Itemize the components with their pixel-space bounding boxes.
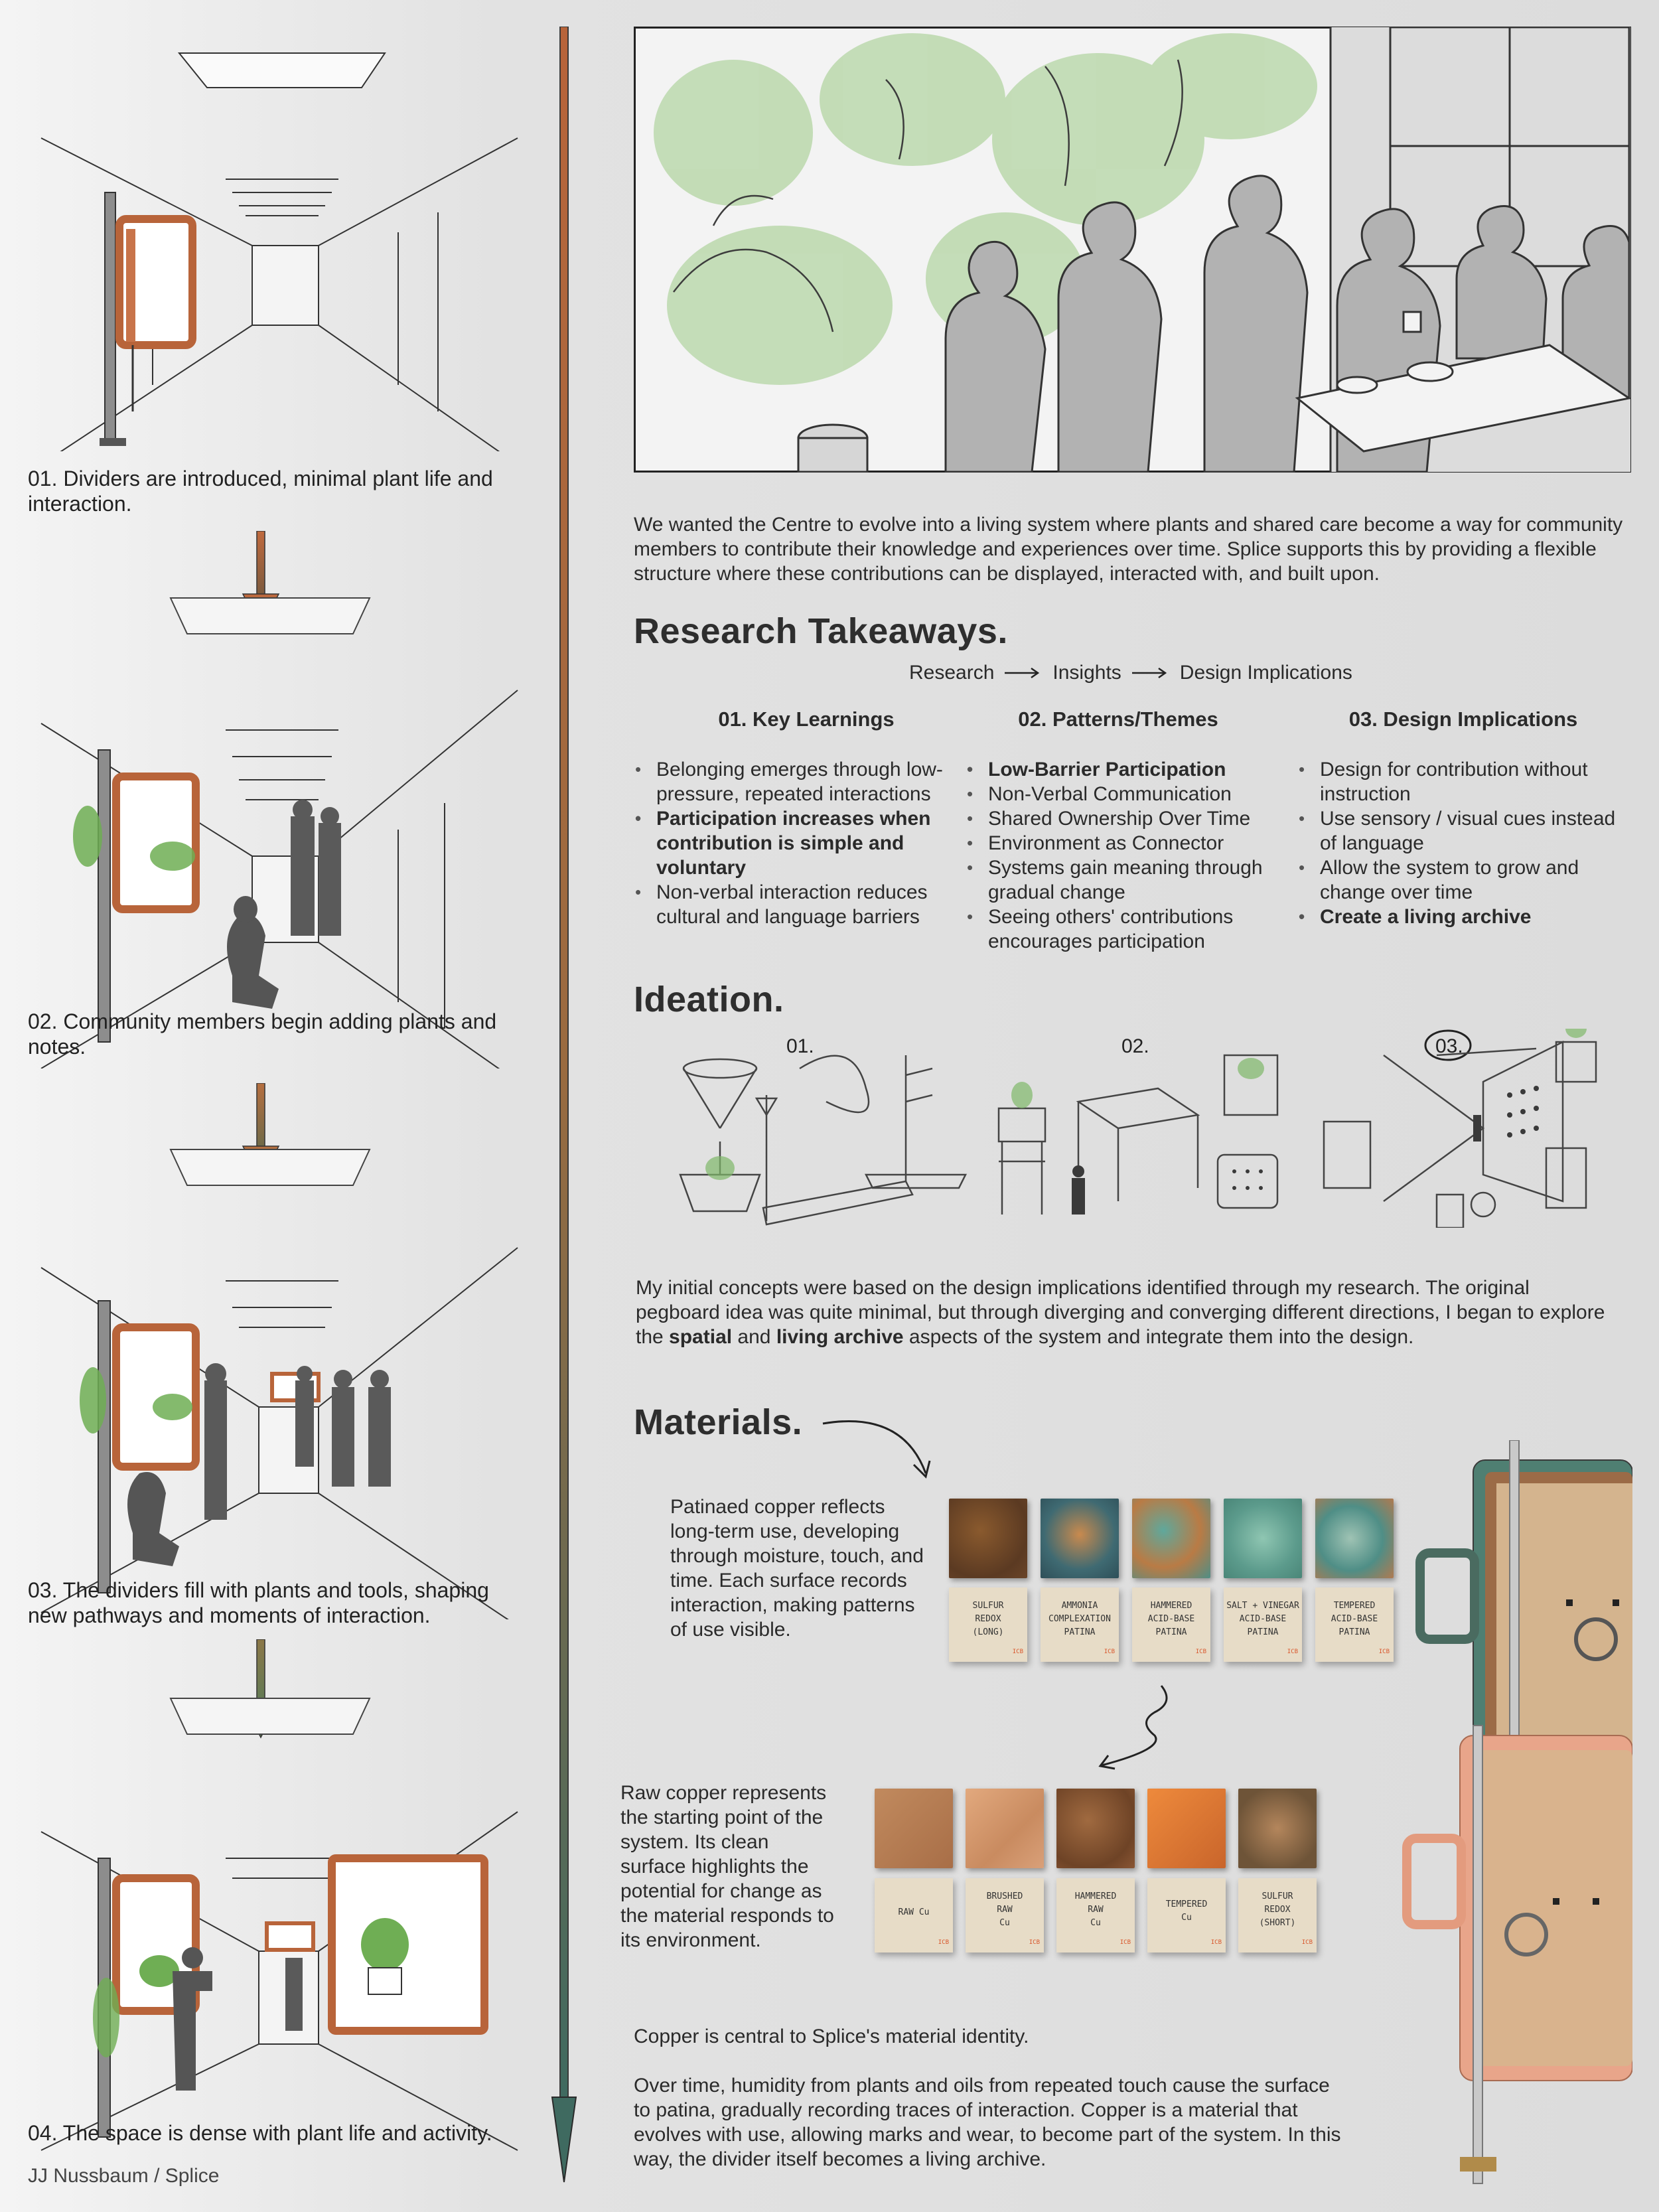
note-line: (SHORT) [1259,1918,1296,1928]
list-item: • Create a living archive [1297,905,1616,929]
note-line: (LONG) [972,1627,1004,1637]
note-tempered [1147,1878,1226,1953]
research-flow [909,662,1352,684]
divider-render [1367,1440,1632,2190]
arrow-right-icon [1131,666,1171,680]
list-item: • Use sensory / visual cues instead of language [1297,806,1616,855]
swatch-brushed-raw [966,1789,1044,1868]
swatch-hammered-acid [1132,1499,1210,1578]
note-line: PATINA [1064,1627,1096,1637]
materials-closing-1: Copper is central to Splice's material identity. [634,2026,1029,2047]
note-line: Cu [1181,1913,1192,1923]
patterns-list [966,757,1284,954]
note-line: ACID-BASE [1331,1614,1378,1624]
swatch-salt-vinegar [1224,1499,1302,1578]
ideation-label-2: 02. [1121,1035,1149,1057]
note-tag: ICB [1287,1649,1298,1655]
stage-2-caption: 02. Community members begin adding plants and notes. [28,1009,497,1059]
note-tag: ICB [938,1939,949,1946]
ideation-label-1: 01. [786,1035,814,1057]
note-line: SALT + VINEGAR [1226,1601,1299,1611]
note-line: RAW [1088,1905,1104,1915]
research-title: Research Takeaways. [634,611,1008,651]
note-line: TEMPERED [1333,1601,1376,1611]
swatch-raw [875,1789,953,1868]
note-line: ACID-BASE [1147,1614,1195,1624]
flow-step-insights: Insights [1052,662,1121,684]
ideation-label-3: 03. [1435,1035,1463,1057]
note-brushed-raw [966,1878,1044,1953]
list-item: • Low-Barrier Participation [966,757,1284,782]
note-line: HAMMERED [1074,1891,1117,1901]
note-line: PATINA [1247,1627,1279,1637]
list-item: • Systems gain meaning through gradual change [966,855,1284,905]
ideation-sketches [654,1029,1623,1228]
note-sulfur-short [1238,1878,1317,1953]
note-line: RAW [997,1905,1013,1915]
note-line: RAW Cu [898,1907,930,1917]
note-tag: ICB [1378,1649,1390,1655]
arrow-right-icon [1003,666,1043,680]
list-item: • Shared Ownership Over Time [966,806,1284,831]
swatch-ammonia [1041,1499,1119,1578]
stage-1-caption: 01. Dividers are introduced, minimal plant life and interaction. [28,467,493,516]
note-line: REDOX [1264,1905,1291,1915]
swatch-sulfur-short [1238,1789,1317,1868]
flow-step-research: Research [909,662,995,684]
note-line: ACID-BASE [1239,1614,1287,1624]
materials-closing-2: Over time, humidity from plants and oils from repeated touch cause the surface to patina, gradually recording traces of interaction. Copper is a material that evolves with use, allowing marks and wear, to become part of the system. In this way, the divider itself becomes a living archive. [634,2075,1341,2170]
note-ammonia [1041,1587,1119,1662]
stage-4-caption: 04. The space is dense with plant life and activity. [28,2121,492,2145]
stage-2-illustration [27,657,531,1069]
ideation-text-3: aspects of the system and integrate them into the design. [903,1326,1414,1348]
list-item: • Non-verbal interaction reduces cultural and language barriers [634,880,952,929]
swatch-hammered-raw [1056,1789,1135,1868]
plane-divider [167,595,373,638]
ideation-bold-living-archive: living archive [776,1326,904,1348]
squiggle-arrow-icon [1088,1682,1181,1775]
stage-3-caption: 03. The dividers fill with plants and tools, shaping new pathways and moments of interaction. [28,1578,489,1627]
list-item: • Participation increases when contribution is simple and voluntary [634,806,952,880]
key-learnings-list [634,757,952,929]
swatch-sulfur-long [949,1499,1027,1578]
note-line: SULFUR [1262,1891,1293,1901]
curved-arrow-icon [820,1410,932,1483]
flow-step-design-implications: Design Implications [1179,662,1352,684]
stage-3-illustration [27,1208,531,1619]
design-implications-list [1297,757,1616,929]
note-raw [875,1878,953,1953]
note-tag: ICB [1301,1939,1313,1946]
note-line: Cu [1090,1918,1101,1928]
column-heading-key-learnings: 01. Key Learnings [718,707,895,731]
stage-1-illustration [27,40,531,451]
hero-illustration [634,27,1631,473]
note-line: REDOX [975,1614,1001,1624]
note-tag: ICB [1029,1939,1040,1946]
list-item: • Seeing others' contributions encourages participation [966,905,1284,954]
note-tag: ICB [1104,1649,1115,1655]
list-item: • Belonging emerges through low-pressure, repeated interactions [634,757,952,806]
raw-description: Raw copper represents the starting point of the system. Its clean surface highlights the potential for change as the material responds to its environment. [620,1782,834,1951]
note-line: HAMMERED [1150,1601,1192,1611]
materials-title: Materials. [634,1402,803,1442]
ideation-paragraph [636,1276,1611,1349]
patina-description: Patinaed copper reflects long-term use, developing through moisture, touch, and time. Each surface records interaction, making patterns of use visible. [670,1496,924,1641]
swatch-tempered [1147,1789,1226,1868]
note-hammered-acid [1132,1587,1210,1662]
timeline-arrow [551,27,577,2183]
note-tag: ICB [1210,1939,1222,1946]
author-credit: JJ Nussbaum / Splice [28,2165,220,2187]
note-line: AMMONIA [1061,1601,1098,1611]
list-item: • Environment as Connector [966,831,1284,855]
note-line: Cu [999,1918,1010,1928]
plane-divider [167,1147,373,1189]
note-line: TEMPERED [1165,1899,1208,1909]
ideation-bold-spatial: spatial [669,1326,733,1348]
ideation-title: Ideation. [634,980,784,1019]
note-tag: ICB [1119,1939,1131,1946]
note-line: COMPLEXATION [1048,1614,1111,1624]
note-hammered-raw [1056,1878,1135,1953]
note-tag: ICB [1195,1649,1206,1655]
list-item: • Design for contribution without instruction [1297,757,1616,806]
ideation-text-2: and [732,1326,776,1348]
note-salt-vinegar [1224,1587,1302,1662]
note-line: PATINA [1155,1627,1187,1637]
note-line: PATINA [1338,1627,1370,1637]
note-tag: ICB [1012,1649,1023,1655]
list-item: • Allow the system to grow and change over time [1297,855,1616,905]
note-line: SULFUR [972,1601,1004,1611]
stage-4-illustration [27,1759,531,2170]
list-item: • Non-Verbal Communication [966,782,1284,806]
intro-paragraph: We wanted the Centre to evolve into a living system where plants and shared care become a way for community members to contribute their knowledge and experiences over time. Splice supports this by providing a flexible structure where these contributions can be displayed, interacted with, and built upon. [634,514,1623,585]
note-line: BRUSHED [986,1891,1023,1901]
column-heading-patterns: 02. Patterns/Themes [1018,707,1218,731]
ideation-text-1: My initial concepts were based on the design implications identified through my research. The original pegboard idea was quite minimal, but through diverging and converging different directions, I began to explore the [636,1277,1605,1348]
note-sulfur-long [949,1587,1027,1662]
column-heading-design-implications: 03. Design Implications [1348,707,1578,731]
plane-divider [167,1696,373,1738]
